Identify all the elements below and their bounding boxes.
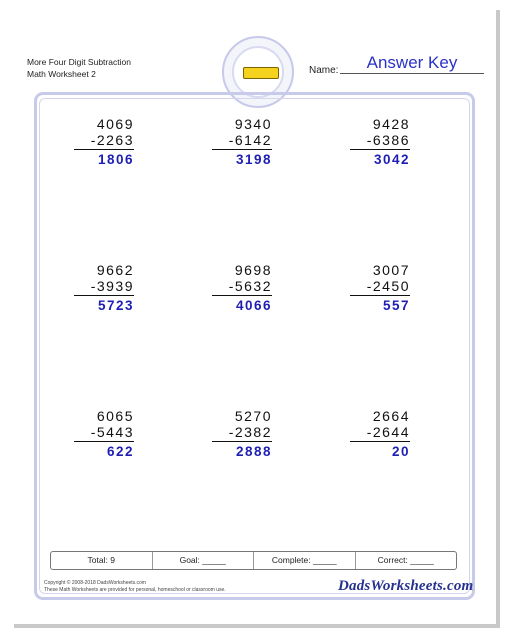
total-cell: Total: 9 <box>51 552 153 569</box>
copyright-line-1: Copyright © 2008-2018 DadsWorksheets.com <box>44 580 146 586</box>
minuend: 4069 <box>96 116 134 132</box>
answer-line <box>350 149 410 150</box>
subtrahend: -2644 <box>366 424 410 440</box>
problem-frame-inner <box>39 98 470 594</box>
dadsworksheets-logo: DadsWorksheets.com <box>338 578 474 594</box>
answer-line <box>212 441 272 442</box>
badge-inner-circle <box>232 46 284 98</box>
subtrahend: -2263 <box>90 132 134 148</box>
score-footer <box>50 551 457 570</box>
answer: 5723 <box>97 298 134 313</box>
problem-7 <box>74 408 134 459</box>
answer: 4066 <box>235 298 272 313</box>
problem-5 <box>212 262 272 313</box>
minuend: 2664 <box>372 408 410 424</box>
problem-9 <box>350 408 410 459</box>
answer-line <box>74 441 134 442</box>
minuend: 9698 <box>234 262 272 278</box>
correct-cell: Correct: _____ <box>377 555 434 565</box>
problem-8 <box>212 408 272 459</box>
subtrahend: -2382 <box>228 424 272 440</box>
subtrahend: -6386 <box>366 132 410 148</box>
problem-3 <box>350 116 410 167</box>
copyright-notice <box>44 580 226 594</box>
minuend: 9662 <box>96 262 134 278</box>
title-line-2: Math Worksheet 2 <box>27 69 96 79</box>
goal-cell: Goal: _____ <box>153 552 255 569</box>
answer-line <box>212 149 272 150</box>
worksheet-title <box>27 56 131 80</box>
minuend: 3007 <box>372 262 410 278</box>
answer: 2888 <box>235 444 272 459</box>
problem-2 <box>212 116 272 167</box>
answer: 3042 <box>373 152 410 167</box>
subtrahend: -6142 <box>228 132 272 148</box>
answer-line <box>74 149 134 150</box>
answer: 557 <box>382 298 410 313</box>
subtrahend: -5443 <box>90 424 134 440</box>
minuend: 5270 <box>234 408 272 424</box>
answer: 622 <box>106 444 134 459</box>
minuend: 9340 <box>234 116 272 132</box>
copyright-line-2: These Math Worksheets are provided for personal, homeschool or classroom use. <box>44 587 226 593</box>
answer: 3198 <box>235 152 272 167</box>
complete-cell: Complete: _____ <box>254 552 356 569</box>
answer-line <box>212 295 272 296</box>
title-line-1: More Four Digit Subtraction <box>27 57 131 67</box>
subtrahend: -3939 <box>90 278 134 294</box>
problem-4 <box>74 262 134 313</box>
answer-line <box>350 441 410 442</box>
answer: 1806 <box>97 152 134 167</box>
minuend: 9428 <box>372 116 410 132</box>
minuend: 6065 <box>96 408 134 424</box>
gold-bar-icon <box>243 67 279 79</box>
answer-line <box>350 295 410 296</box>
subtrahend: -5632 <box>228 278 272 294</box>
subtrahend: -2450 <box>366 278 410 294</box>
problem-1 <box>74 116 134 167</box>
answer-line <box>74 295 134 296</box>
name-label: Name: <box>309 65 339 76</box>
problem-6 <box>350 262 410 313</box>
name-field-answer-key: Answer Key <box>340 53 484 74</box>
answer: 20 <box>391 444 410 459</box>
